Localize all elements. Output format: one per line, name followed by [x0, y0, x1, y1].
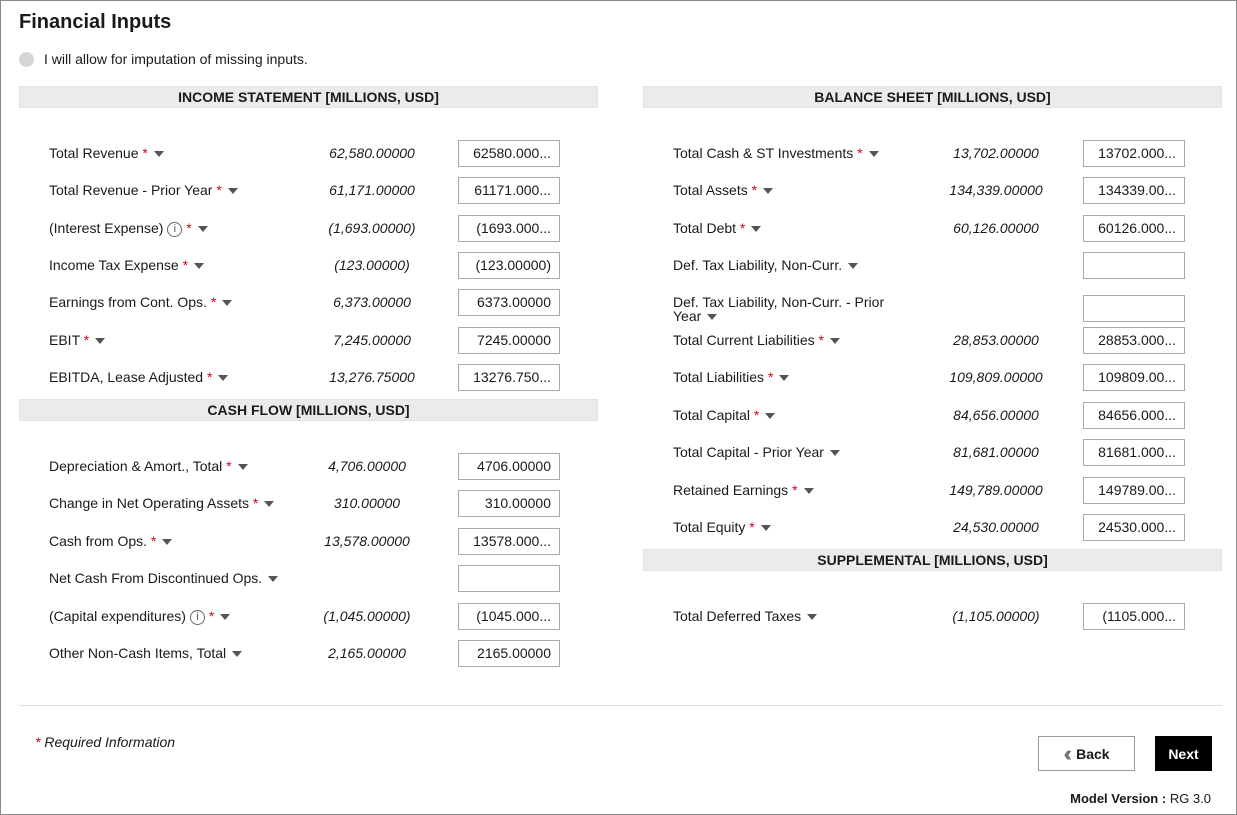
required-asterisk: *: [178, 257, 189, 273]
row-label-text: Total Liabilities: [673, 369, 765, 385]
row-value-total-debt: 60,126.00000: [953, 220, 1039, 236]
row-label-total-liabilities: [673, 370, 789, 384]
row-value-change-in-net-operating-assets: 310.00000: [333, 495, 401, 511]
row-label-text: Change in Net Operating Assets: [49, 495, 250, 511]
impute-radio[interactable]: [19, 52, 34, 67]
row-label-total-debt: [673, 221, 761, 235]
row-label-total-current-liabilities: [673, 333, 840, 347]
row-label-text: Earnings from Cont. Ops.: [49, 294, 207, 310]
row-label-capital-expenditures: [49, 609, 230, 625]
input-ebit[interactable]: 7245.00000: [458, 327, 560, 354]
row-label-earnings-from-cont-ops: [49, 295, 232, 309]
row-label-text: Def. Tax Liability, Non-Curr. - Prior Year: [673, 294, 885, 324]
page-title: Financial Inputs: [19, 11, 172, 33]
row-value-total-cash-st-investments: 13,702.00000: [953, 145, 1039, 161]
income-statement-header: INCOME STATEMENT [MILLIONS, USD]: [19, 86, 598, 108]
dropdown-caret-icon[interactable]: [232, 651, 242, 657]
required-asterisk: *: [204, 608, 215, 624]
row-value-earnings-from-cont-ops: 6,373.00000: [333, 294, 411, 310]
row-label-text: Total Revenue - Prior Year: [49, 182, 213, 198]
required-asterisk: *: [788, 482, 798, 498]
input-def-tax-liability-non-curr[interactable]: [1083, 252, 1185, 279]
row-label-text: EBITDA, Lease Adjusted: [49, 369, 204, 385]
required-asterisk: *: [182, 220, 192, 236]
input-earnings-from-cont-ops[interactable]: 6373.00000: [458, 289, 560, 316]
row-label-text: Total Equity: [673, 519, 746, 535]
dropdown-caret-icon[interactable]: [751, 226, 761, 232]
row-value-total-liabilities: 109,809.00000: [949, 369, 1043, 385]
dropdown-caret-icon[interactable]: [228, 188, 238, 194]
row-label-ebit: [49, 333, 105, 347]
row-label-text: (Capital expenditures): [49, 608, 186, 624]
row-label-ebitda-lease-adjusted: [49, 370, 228, 384]
input-interest-expense[interactable]: (1693.000...: [458, 215, 560, 242]
row-label-total-revenue: [49, 146, 164, 160]
required-asterisk: *: [147, 533, 157, 549]
required-asterisk: *: [212, 182, 222, 198]
input-change-in-net-operating-assets[interactable]: 310.00000: [458, 490, 560, 517]
row-label-text: Total Debt: [673, 220, 737, 236]
required-asterisk: *: [853, 145, 863, 161]
dropdown-caret-icon[interactable]: [807, 614, 817, 620]
row-label-text: Total Cash & ST Investments: [673, 145, 854, 161]
dropdown-caret-icon[interactable]: [761, 525, 771, 531]
input-total-liabilities[interactable]: 109809.00...: [1083, 364, 1185, 391]
row-value-other-non-cash-items-total: 2,165.00000: [328, 645, 406, 661]
row-label-total-assets: [673, 183, 773, 197]
input-total-cash-st-investments[interactable]: 13702.000...: [1083, 140, 1185, 167]
row-label-def-tax-liability-non-curr: [673, 258, 858, 272]
dropdown-caret-icon[interactable]: [765, 413, 775, 419]
row-value-income-tax-expense: (123.00000): [334, 257, 410, 273]
row-label-income-tax-expense: [49, 258, 204, 272]
required-asterisk: *: [745, 519, 755, 535]
balance-sheet-header: BALANCE SHEET [MILLIONS, USD]: [643, 86, 1222, 108]
row-value-retained-earnings: 149,789.00000: [949, 482, 1043, 498]
input-total-current-liabilities[interactable]: 28853.000...: [1083, 327, 1185, 354]
row-value-interest-expense: (1,693.00000): [328, 220, 416, 236]
required-asterisk: *: [222, 458, 232, 474]
row-label-total-capital: [673, 408, 775, 422]
required-note: * Required Information: [35, 734, 176, 750]
dropdown-caret-icon[interactable]: [198, 226, 208, 232]
dropdown-caret-icon[interactable]: [830, 338, 840, 344]
row-value-capital-expenditures: (1,045.00000): [323, 608, 411, 624]
model-version-label: Model Version :: [1070, 791, 1167, 806]
row-label-other-non-cash-items-total: [49, 646, 242, 660]
required-asterisk: *: [764, 369, 774, 385]
next-button[interactable]: [1155, 736, 1212, 771]
row-value-ebit: 7,245.00000: [333, 332, 411, 348]
next-button-label: Next: [1168, 745, 1199, 762]
row-label-text: Total Capital: [673, 407, 751, 423]
input-total-capital-prior-year[interactable]: 81681.000...: [1083, 439, 1185, 466]
row-value-cash-from-ops: 13,578.00000: [324, 533, 410, 549]
row-label-text: Other Non-Cash Items, Total: [49, 645, 227, 661]
model-version: [1070, 791, 1211, 806]
row-value-total-current-liabilities: 28,853.00000: [953, 332, 1039, 348]
dropdown-caret-icon[interactable]: [763, 188, 773, 194]
row-label-net-cash-from-discontinued-ops: [49, 571, 278, 585]
dropdown-caret-icon[interactable]: [848, 263, 858, 269]
required-asterisk: *: [206, 294, 217, 310]
row-label-def-tax-liability-non-curr-prior-year: [673, 295, 903, 323]
back-button[interactable]: [1038, 736, 1135, 771]
row-label-total-capital-prior-year: [673, 445, 840, 459]
required-asterisk: *: [79, 332, 90, 348]
row-label-text: Total Capital - Prior Year: [673, 444, 824, 460]
dropdown-caret-icon[interactable]: [162, 539, 172, 545]
row-label-text: Total Revenue: [49, 145, 139, 161]
cash-flow-header: CASH FLOW [MILLIONS, USD]: [19, 399, 598, 421]
input-total-revenue-prior-year[interactable]: 61171.000...: [458, 177, 560, 204]
input-depreciation-amort-total[interactable]: 4706.00000: [458, 453, 560, 480]
dropdown-caret-icon[interactable]: [869, 151, 879, 157]
dropdown-caret-icon[interactable]: [779, 375, 789, 381]
row-label-text: EBIT: [49, 332, 80, 348]
back-button-label: Back: [1076, 745, 1110, 762]
row-label-total-cash-st-investments: [673, 146, 879, 160]
dropdown-caret-icon[interactable]: [220, 614, 230, 620]
row-value-ebitda-lease-adjusted: 13,276.75000: [329, 369, 415, 385]
input-def-tax-liability-non-curr-prior-year[interactable]: [1083, 295, 1185, 322]
row-label-total-equity: [673, 520, 771, 534]
row-label-text: Depreciation & Amort., Total: [49, 458, 223, 474]
input-total-deferred-taxes[interactable]: (1105.000...: [1083, 603, 1185, 630]
dropdown-caret-icon[interactable]: [218, 375, 228, 381]
row-label-total-deferred-taxes: [673, 609, 817, 623]
impute-option[interactable]: [19, 51, 308, 67]
input-net-cash-from-discontinued-ops[interactable]: [458, 565, 560, 592]
row-label-cash-from-ops: [49, 534, 172, 548]
info-icon[interactable]: i: [167, 222, 182, 237]
supplemental-header: SUPPLEMENTAL [MILLIONS, USD]: [643, 549, 1222, 571]
row-label-depreciation-amort-total: [49, 459, 248, 473]
impute-label: I will allow for imputation of missing inputs.: [44, 51, 308, 67]
row-value-total-capital-prior-year: 81,681.00000: [953, 444, 1039, 460]
input-retained-earnings[interactable]: 149789.00...: [1083, 477, 1185, 504]
row-label-text: Net Cash From Discontinued Ops.: [49, 570, 263, 586]
input-other-non-cash-items-total[interactable]: 2165.00000: [458, 640, 560, 667]
row-value-total-revenue: 62,580.00000: [329, 145, 415, 161]
info-icon[interactable]: i: [190, 610, 205, 625]
required-asterisk: *: [203, 369, 213, 385]
input-capital-expenditures[interactable]: (1045.000...: [458, 603, 560, 630]
row-label-text: Cash from Ops.: [49, 533, 148, 549]
row-label-change-in-net-operating-assets: [49, 496, 274, 510]
row-label-text: Retained Earnings: [673, 482, 789, 498]
row-value-total-revenue-prior-year: 61,171.00000: [329, 182, 415, 198]
required-asterisk: *: [747, 182, 758, 198]
dropdown-caret-icon[interactable]: [222, 300, 232, 306]
required-asterisk: *: [138, 145, 148, 161]
footer-divider: [19, 705, 1222, 706]
input-total-revenue[interactable]: 62580.000...: [458, 140, 560, 167]
dropdown-caret-icon[interactable]: [707, 314, 717, 320]
row-label-text: Income Tax Expense: [49, 257, 179, 273]
input-ebitda-lease-adjusted[interactable]: 13276.750...: [458, 364, 560, 391]
required-asterisk: *: [249, 495, 259, 511]
dropdown-caret-icon[interactable]: [154, 151, 164, 157]
row-label-text: Total Current Liabilities: [673, 332, 815, 348]
row-label-text: Def. Tax Liability, Non-Curr.: [673, 257, 843, 273]
row-label-text: (Interest Expense): [49, 220, 164, 236]
input-cash-from-ops[interactable]: 13578.000...: [458, 528, 560, 555]
dropdown-caret-icon[interactable]: [194, 263, 204, 269]
double-chevron-left-icon: ‹‹: [1063, 740, 1067, 766]
input-income-tax-expense[interactable]: (123.00000): [458, 252, 560, 279]
required-asterisk: *: [736, 220, 746, 236]
row-label-text: Total Assets: [673, 182, 748, 198]
row-value-total-equity: 24,530.00000: [953, 519, 1039, 535]
dropdown-caret-icon[interactable]: [830, 450, 840, 456]
model-version-value: RG 3.0: [1169, 791, 1211, 806]
dropdown-caret-icon[interactable]: [95, 338, 105, 344]
input-total-assets[interactable]: 134339.00...: [1083, 177, 1185, 204]
row-value-total-assets: 134,339.00000: [949, 182, 1043, 198]
row-value-depreciation-amort-total: 4,706.00000: [328, 458, 406, 474]
required-asterisk: *: [750, 407, 760, 423]
dropdown-caret-icon[interactable]: [804, 488, 814, 494]
row-value-total-deferred-taxes: (1,105.00000): [952, 608, 1040, 624]
row-value-total-capital: 84,656.00000: [953, 407, 1039, 423]
input-total-equity[interactable]: 24530.000...: [1083, 514, 1185, 541]
dropdown-caret-icon[interactable]: [264, 501, 274, 507]
input-total-debt[interactable]: 60126.000...: [1083, 215, 1185, 242]
row-label-retained-earnings: [673, 483, 814, 497]
required-asterisk: *: [814, 332, 824, 348]
row-label-text: Total Deferred Taxes: [673, 608, 802, 624]
dropdown-caret-icon[interactable]: [238, 464, 248, 470]
row-label-interest-expense: [49, 221, 208, 237]
dropdown-caret-icon[interactable]: [268, 576, 278, 582]
row-label-total-revenue-prior-year: [49, 183, 238, 197]
required-note-text: Required Information: [44, 734, 176, 750]
input-total-capital[interactable]: 84656.000...: [1083, 402, 1185, 429]
